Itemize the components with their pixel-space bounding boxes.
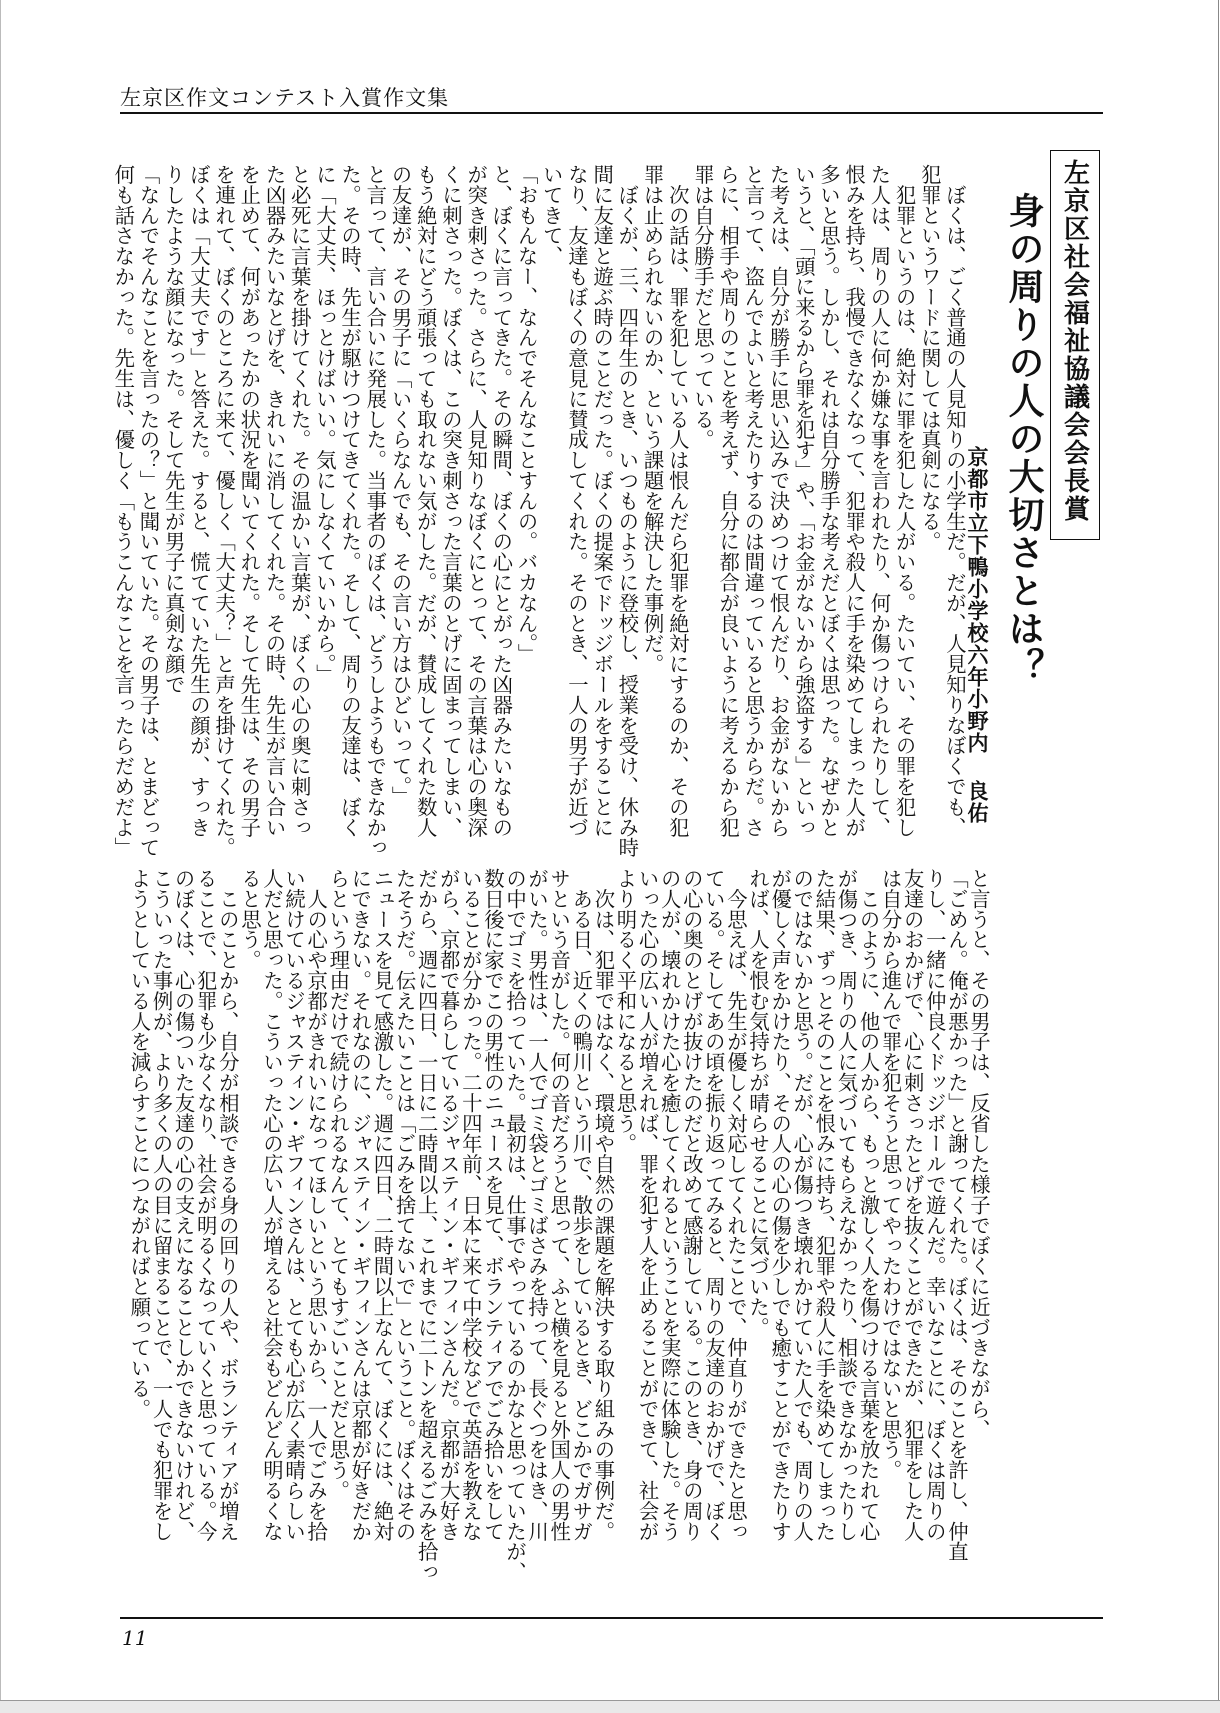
text-column: サという音がした。何の音だろうと思って、ふと横を見ると外国人の男性 (547, 868, 572, 1542)
text-column: と、ぼくに言ってきた。その瞬間、ぼくの心にとがった凶器みたいなもの (489, 164, 514, 838)
text-column: は自分から進んで罪を犯そうと思ってやったわけではないと思う。 (878, 868, 903, 1480)
bottom-edge (0, 1700, 1220, 1713)
text-column: た。その時、先生が駆けつけてきてくれた。そして、周りの友達は、ぼく (338, 164, 363, 838)
text-column: たそうだ。伝えたいことは「ごみを捨てないで」ということ。ぼくはその (392, 868, 417, 1542)
author-school: 京都市立下鴨小学校六年 (965, 446, 989, 688)
essay-title: 身の周りの人の大切さとは？ (1003, 192, 1044, 686)
text-column: らに、相手や周りのことを考えず、自分に都合が良いように考えるから犯 (716, 164, 741, 838)
text-column: 「ごめん。俺が悪かった」と謝ってくれた。ぼくは、そのことを許し、仲直 (944, 868, 969, 1562)
text-column: いることが分かった。二十四年前、日本に来て中学校などで英語を教えな (458, 868, 483, 1542)
text-column: 「おもんなー、なんでそんなことすんの。バカなん。」 (514, 164, 539, 664)
text-column: た考えは、自分が勝手に思い込みで決めつけて恨んだり、お金がないから (766, 164, 791, 838)
text-column: ることで、犯罪も少なくなり、社会が明るくなっていくと思っている。今 (193, 868, 218, 1542)
text-column: に「大丈夫、ほっとけばいい。気にしなくていいから。」 (312, 164, 337, 685)
text-column: ニュースを見て感激した。週に四日、二時間以上なんて、ぼくには、絶対 (370, 868, 395, 1542)
page-number: 11 (122, 1626, 148, 1650)
text-column: ている。そしてあの頃を振り返ってみると、周りの友達のおかげで、ぼく (701, 868, 726, 1542)
text-column: くに刺さった。ぼくは、この突き刺さった言葉のとげに固まってしまい、 (438, 164, 463, 838)
text-column: 次は、犯罪ではなく、環境や自然の課題を解決する取り組みの事例だ。 (591, 868, 616, 1542)
text-column: 数日後に家でこの男性のニュースを見て、ボランティアでごみ拾いをして (480, 868, 505, 1542)
text-column: ようとしている人を減らすことにつながればと願っている。 (127, 868, 152, 1419)
award-name: 左京区社会福祉協議会会長賞 (1059, 159, 1090, 523)
text-column: いてきて、 (539, 164, 564, 266)
text-column: の中でゴミを拾っていた。最初は、仕事でやっているのかなと思っていたが、 (503, 868, 528, 1582)
text-column: い続けているジャスティン・ギフィンさんは、とても心が広く素晴らしい (282, 868, 307, 1542)
text-column: の人が、壊れかけた心を癒してくれるということを実際に体験した。そう (657, 868, 682, 1542)
text-column: だから、週に四日、一日に二時間以上、これまでに二トンを超えるごみを拾っ (414, 868, 439, 1582)
text-column: ると思う。 (237, 868, 262, 970)
footer-rule (120, 1617, 1103, 1619)
text-column: 犯罪というワードに関しては真剣になる。 (917, 164, 942, 552)
text-column: と必死に言葉を掛けてくれた。その温かい言葉が、ぼくの心の奥に刺さっ (287, 164, 312, 838)
text-column: 恨みを持ち、我慢できなくなって、犯罪や殺人に手を染めてしまった人が (842, 164, 867, 838)
text-column: こういった事例が、より多くの人の目に留まることで、一人でも犯罪をし (149, 868, 174, 1542)
text-column: を連れて、ぼくのところに来て、優しく「大丈夫？」と声を掛けてくれた。 (212, 164, 237, 858)
text-column: もう絶対にどう頑張っても取れない気がした。だが、賛成してくれた数人 (413, 164, 438, 838)
text-column: 「なんでそんなことを言ったの？」と聞いていた。その男子は、とまどって (136, 164, 161, 858)
text-column: にできない。それなのに、ジャスティン・ギフィンさんは京都が好きだか (348, 868, 373, 1542)
essay-body-bottom (124, 868, 991, 1582)
text-column: 多いと思う。しかし、それは自分勝手な考えだとぼくは思った。なぜかと (816, 164, 841, 838)
text-column: のぼくは、心の傷ついた友達の心の支えになることしかできないけれど、 (171, 868, 196, 1542)
text-column: より明るく平和になると思う。 (613, 868, 638, 1154)
text-column: 何も話さなかった。先生は、優しく「もうこんなことを言ったらだめだよ」 (111, 164, 136, 858)
author-family-name: 小野内 (965, 688, 989, 754)
text-column: なり、友達もぼくの意見に賛成してくれた。そのとき、一人の男子が近づ (564, 164, 589, 838)
text-column: が傷つき、周りの人に気づいてもらえなかったり、相談できなかったりし (834, 868, 859, 1542)
author-given-name: 良佑 (965, 780, 989, 824)
text-column: いった心の広い人が増えれば、罪を犯す人を止めることができて、社会が (635, 868, 660, 1542)
text-column: 罪は自分勝手だと思っている。 (690, 164, 715, 450)
collection-title: 左京区作文コンテスト入賞作文集 (120, 86, 450, 110)
text-column: ぼくは「大丈夫です」と答えた。すると、慌てていた先生の顔が、すっき (186, 164, 211, 838)
award-box (1050, 150, 1100, 540)
text-column: を止めて、何があったかの状況を聞いてくれた。そして先生は、その男子 (237, 164, 262, 838)
text-column: 罪は止められないのか、という課題を解決した事例だ。 (640, 164, 665, 674)
text-column: 間に友達と遊ぶ時のことだった。ぼくの提案でドッジボールをすることに (590, 164, 615, 838)
text-column: が突き刺さった。さらに、人見知りなぼくにとって、その言葉は心の奥深 (464, 164, 489, 838)
text-column: このことから、自分が相談できる身の回りの人や、ボランティアが増え (215, 868, 240, 1542)
text-column: 友達のおかげで、心に刺さったとげを抜くことができたが、犯罪をした人 (900, 868, 925, 1542)
text-column: いうと、「頭に来るから罪を犯す」や、「お金がないから強盗する」といっ (791, 164, 816, 838)
header-rule (120, 112, 1103, 114)
text-column: と言って、言い合いに発展した。当事者のぼくは、どうしようもできなかっ (363, 164, 388, 858)
text-column: た人は、周りの人に何か嫌な事を言われたり、何か傷つけられたりして、 (867, 164, 892, 838)
text-column: の友達が、その男子に「いくらなんでも、その言い方はひどいって。」 (388, 164, 413, 807)
text-column: りしたような顔になった。そして先生が男子に真剣な顔で (161, 164, 186, 695)
text-column: た結果、ずっとそのことを恨みに持ち、犯罪や殺人に手を染めてしまった (812, 868, 837, 1542)
text-column: がら、京都で暮らしているジャスティン・ギフィンさんだ。京都が大好き (436, 868, 461, 1542)
text-column: らという理由だけで続けられるなんて、とてもすごいことだと思う。 (326, 868, 351, 1501)
text-column: 人の心や京都がきれいになってほしいという思いから、一人でごみを拾 (304, 868, 329, 1542)
text-column: ぼくが、三、四年生のとき、いつものように登校し、授業を受け、休み時 (615, 164, 640, 858)
text-column: ぼくは、ごく普通の人見知りの小学生だ。だが、人見知りなぼくでも、 (943, 164, 967, 838)
text-column: と言って、盗んでよいと考えたりするのは間違っていると思うからだ。さ (741, 164, 766, 838)
text-column: の心の奥のとげが抜けたのだと改めて感謝している。このとき、身の周り (679, 868, 704, 1542)
text-column: このように、他の人から、もっと激しく人を傷つける言葉を放たれて心 (856, 868, 881, 1542)
text-column: た凶器みたいなとげを、きれいに消してくれた。その時、先生が言い合い (262, 164, 287, 838)
text-column: 人だと思った。こういった心の広い人が増えると社会もどんどん明るくな (260, 868, 284, 1542)
text-column: りし、一緒に仲良くドッジボールで遊んだ。幸いなことに、ぼくは周りの (922, 868, 947, 1542)
text-column: がいた。男性は、一人でゴミ袋とゴミばさみを持って、長ぐつをはき、川 (525, 868, 550, 1542)
essay-body-top (111, 164, 967, 858)
text-column: 今思えば、先生が優しく対応してくれたことで、仲直りができたと思っ (723, 868, 748, 1542)
text-column: 次の話は、罪を犯している人は恨んだら犯罪を絶対にするのか、その犯 (665, 164, 690, 838)
text-column: ある日、近くの鴨川という川で、散歩をしているとき、どこかでガサガ (569, 868, 594, 1542)
text-column: 犯罪というのは、絶対に罪を犯した人がいる。たいてい、その罪を犯し (892, 164, 917, 838)
text-column: のではないかと思う。だが、心が傷つき壊れかけていた人でも、周りの人 (790, 868, 815, 1542)
text-column: れば、人を恨む気持ちが晴らせることに気づいた。 (746, 868, 771, 1338)
text-column: と言うと、その男子は、反省した様子でぼくに近づきながら、 (967, 868, 991, 1440)
text-column: が優しく声をかけたり、その人の心の傷を少しでも癒すことができたりす (768, 868, 793, 1542)
